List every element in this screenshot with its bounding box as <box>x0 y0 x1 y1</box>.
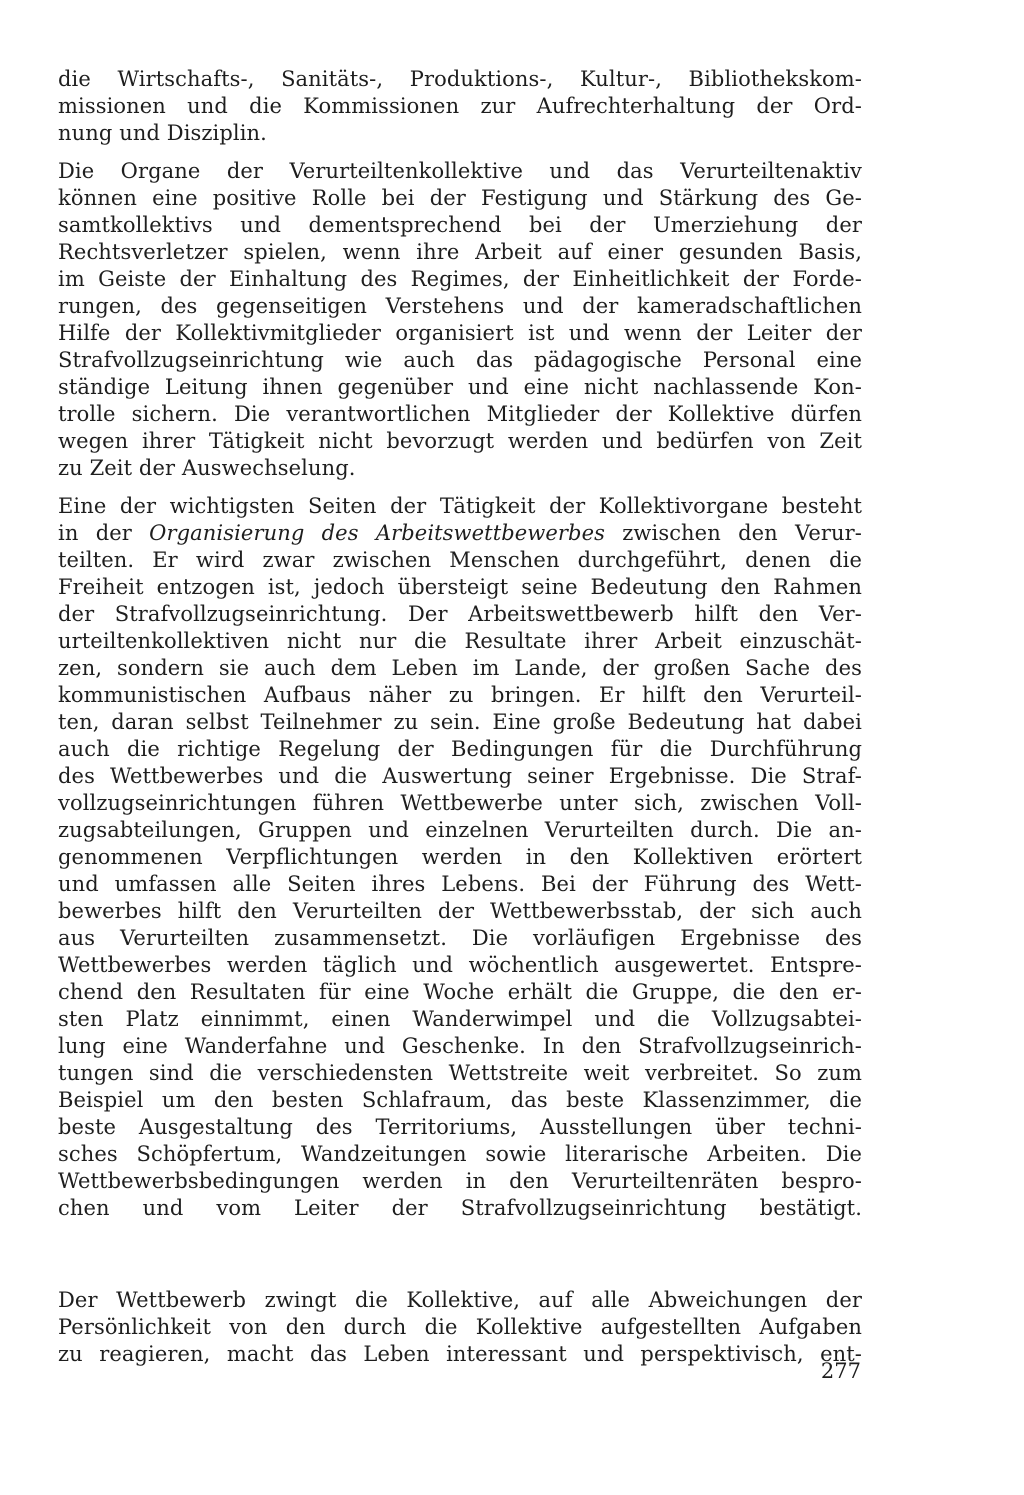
text-line <box>58 1222 862 1249</box>
text-line: Strafvollzugseinrichtung wie auch das pädagogische Personal eine <box>58 348 862 372</box>
text-line: Persönlichkeit von den durch die Kollektive aufgestellten Aufgaben <box>58 1315 862 1339</box>
text-line: vollzugseinrichtungen führen Wettbewerbe unter sich, zwischen Voll- <box>58 791 862 815</box>
text-line: sten Platz einnimmt, einen Wanderwimpel und die Vollzugsabtei- <box>58 1007 862 1031</box>
emphasized-term: Organisierung des Arbeitswettbewerbes <box>149 521 605 545</box>
text-line: können eine positive Rolle bei der Festigung und Stärkung des Ge- <box>58 186 862 210</box>
text-line: Beispiel um den besten Schlafraum, das beste Klassenzimmer, die <box>58 1088 862 1112</box>
text-line: Eine der wichtigsten Seiten der Tätigkeit der Kollektivorgane besteht <box>58 494 862 518</box>
paragraph-3 <box>58 493 862 1276</box>
text-line: chen und vom Leiter der Strafvollzugseinrichtung bestätigt. <box>58 1196 862 1220</box>
text-fragment: zwischen den Verur- <box>622 521 863 545</box>
text-line: ständige Leitung ihnen gegenüber und eine nicht nachlassende Kon- <box>58 375 862 399</box>
text-line: zen, sondern sie auch dem Leben im Lande, der großen Sache des <box>58 656 862 680</box>
text-line: Wettbewerbes werden täglich und wöchentlich ausgewertet. Entspre- <box>58 953 862 977</box>
text-line: beste Ausgestaltung des Territoriums, Ausstellungen über techni- <box>58 1115 862 1139</box>
text-line: Der Wettbewerb zwingt die Kollektive, auf alle Abweichungen der <box>58 1288 862 1312</box>
text-line: teilten. Er wird zwar zwischen Menschen durchgeführt, denen die <box>58 548 862 572</box>
paragraph-1 <box>58 66 862 147</box>
text-line: bewerbes hilft den Verurteilten der Wettbewerbsstab, der sich auch <box>58 899 862 923</box>
text-line: lung eine Wanderfahne und Geschenke. In den Strafvollzugseinrich- <box>58 1034 862 1058</box>
text-line: zugsabteilungen, Gruppen und einzelnen Verurteilten durch. Die an- <box>58 818 862 842</box>
text-line: zu Zeit der Auswechselung. <box>58 456 356 480</box>
text-line: Rechtsverletzer spielen, wenn ihre Arbeit auf einer gesunden Basis, <box>58 240 862 264</box>
text-line: ten, daran selbst Teilnehmer zu sein. Eine große Bedeutung hat dabei <box>58 710 862 734</box>
text-line: Hilfe der Kollektivmitglieder organisiert ist und wenn der Leiter der <box>58 321 862 345</box>
text-line: missionen und die Kommissionen zur Aufrechterhaltung der Ord- <box>58 94 862 118</box>
page-body <box>58 66 862 1368</box>
text-line: im Geiste der Einhaltung des Regimes, der Einheitlichkeit der Forde- <box>58 267 862 291</box>
text-line: wegen ihrer Tätigkeit nicht bevorzugt werden und bedürfen von Zeit <box>58 429 862 453</box>
paragraph-4 <box>58 1287 862 1368</box>
text-line: genommenen Verpflichtungen werden in den Kollektiven erörtert <box>58 845 862 869</box>
page-number: 277 <box>820 1359 861 1383</box>
text-line: chend den Resultaten für eine Woche erhält die Gruppe, die den er- <box>58 980 862 1004</box>
text-line: Wettbewerbsbedingungen werden in den Verurteiltenräten bespro- <box>58 1169 862 1193</box>
text-line: sches Schöpfertum, Wandzeitungen sowie literarische Arbeiten. Die <box>58 1142 862 1166</box>
text-line-with-emphasis <box>58 520 862 547</box>
text-line: des Wettbewerbes und die Auswertung seiner Ergebnisse. Die Straf- <box>58 764 862 788</box>
text-line: trolle sichern. Die verantwortlichen Mitglieder der Kollektive dürfen <box>58 402 862 426</box>
text-line: tungen sind die verschiedensten Wettstreite weit verbreitet. So zum <box>58 1061 862 1085</box>
text-line: die Wirtschafts-, Sanitäts-, Produktions-, Kultur-, Bibliothekskom- <box>58 67 862 91</box>
text-line: urteiltenkollektiven nicht nur die Resultate ihrer Arbeit einzuschät- <box>58 629 862 653</box>
text-line: auch die richtige Regelung der Bedingungen für die Durchführung <box>58 737 862 761</box>
text-line: samtkollektivs und dementsprechend bei der Umerziehung der <box>58 213 862 237</box>
text-line: und umfassen alle Seiten ihres Lebens. Bei der Führung des Wett- <box>58 872 862 896</box>
text-line: kommunistischen Aufbaus näher zu bringen. Er hilft den Verurteil- <box>58 683 862 707</box>
text-line: Freiheit entzogen ist, jedoch übersteigt seine Bedeutung den Rahmen <box>58 575 862 599</box>
text-line: Die Organe der Verurteiltenkollektive und das Verurteiltenaktiv <box>58 159 862 183</box>
text-line: aus Verurteilten zusammensetzt. Die vorläufigen Ergebnisse des <box>58 926 862 950</box>
text-line <box>58 1249 862 1276</box>
text-fragment: in der <box>58 521 132 545</box>
text-line: zu reagieren, macht das Leben interessant und perspektivisch, ent- <box>58 1342 862 1366</box>
text-line: nung und Disziplin. <box>58 121 267 145</box>
text-line: der Strafvollzugseinrichtung. Der Arbeitswettbewerb hilft den Ver- <box>58 602 862 626</box>
text-line: rungen, des gegenseitigen Verstehens und der kameradschaftlichen <box>58 294 862 318</box>
paragraph-2 <box>58 158 862 482</box>
